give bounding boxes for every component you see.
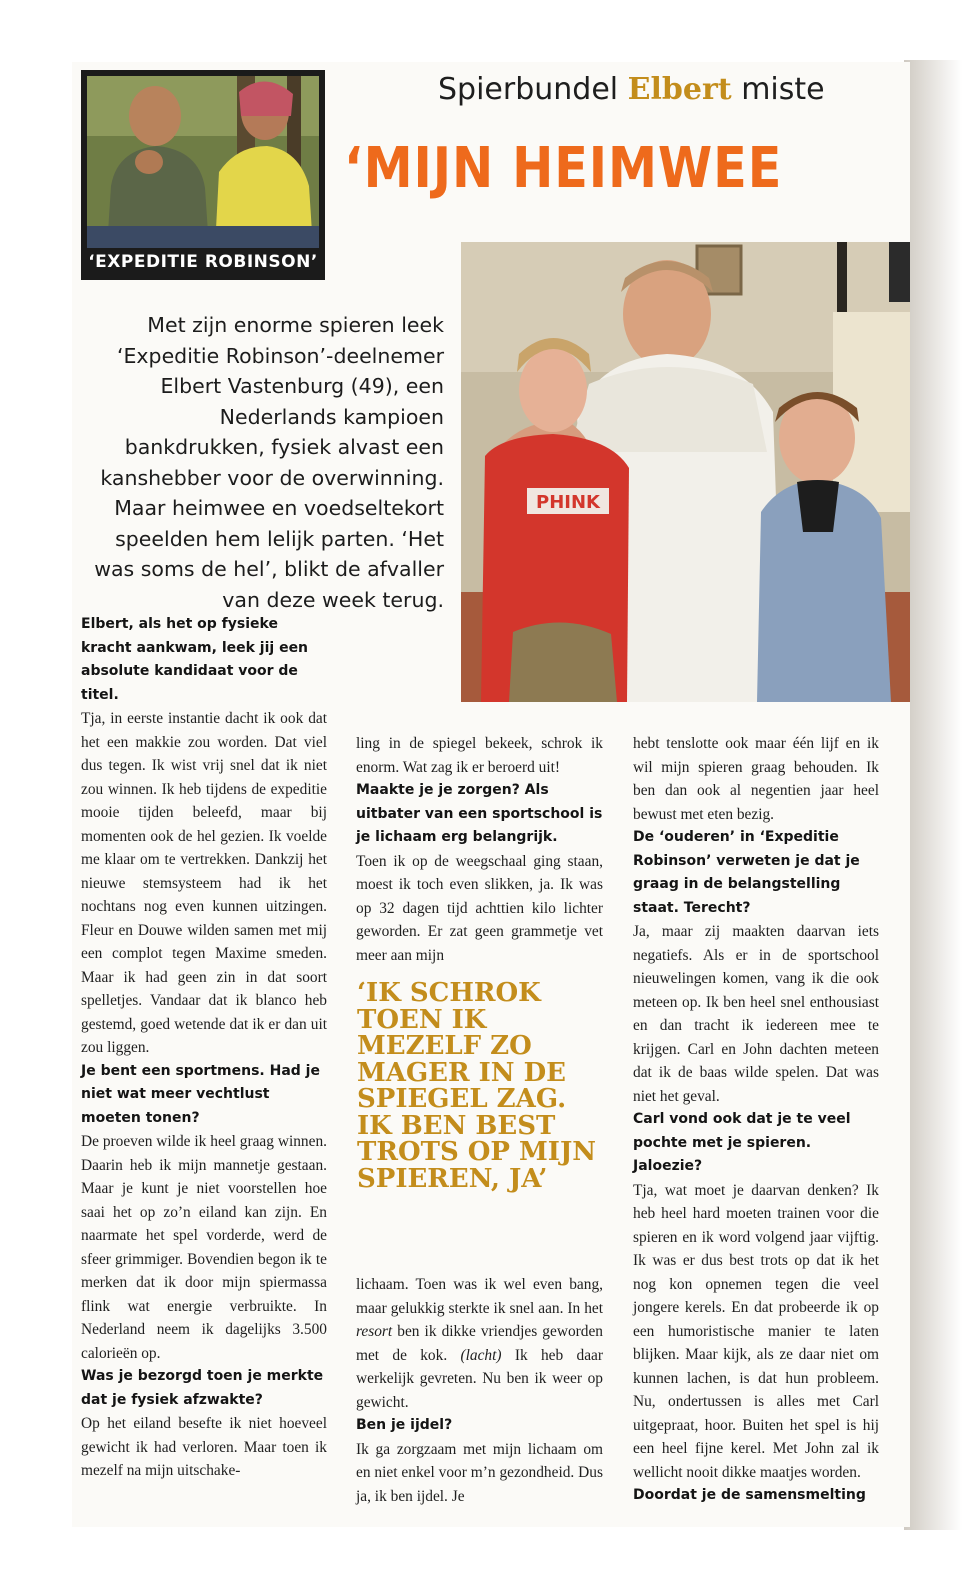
inset-photo-frame <box>81 70 325 280</box>
answer <box>356 1273 603 1414</box>
page-edge-shadow <box>904 60 962 1530</box>
answer: Tja, in eerste instantie dacht ik ook dat het een makkie zou worden. Dat viel dus tegen. Ik wist vrij snel dat ik niet zou winnen. Ik heb tijdens de expeditie mooie tijden beleefd, maar bij momenten ook de hel gezien. Ik voelde me klaar om te vertrekken. Dankzij het nieuwe stemsysteem had ik het nochtans nog even kunnen uitzingen. Fleur en Douwe wilden samen met mij een complot tegen Maxime smeden. Maar ik had geen zin in dat soort spelletjes. Vandaar dat ik blanco heb gestemd, goed wetende dat ik er dan uit zou liggen. <box>81 710 327 1056</box>
question: Doordat je de samensmelting <box>633 1487 866 1503</box>
answer-text: lichaam. Toen was ik wel even bang, maar gelukkig sterkte ik snel aan. In het <box>356 1276 603 1317</box>
headline-kicker <box>438 72 825 107</box>
kicker-text-pre: Spierbundel <box>438 72 628 107</box>
question: De ‘ouderen’ in ‘Expeditie Robinson’ verweten je dat je graag in de belangstelling staat. Terecht? <box>633 829 860 916</box>
inset-photo-illustration <box>87 76 319 248</box>
answer-emphasis: (lacht) <box>460 1346 502 1364</box>
main-photo-illustration <box>461 242 910 702</box>
article-column-3 <box>633 732 879 1508</box>
inset-caption: ‘EXPEDITIE ROBINSON’ <box>88 252 318 272</box>
kicker-name: Elbert <box>627 72 732 107</box>
question: Elbert, als het op fysieke kracht aankwam, leek jij een absolute kandidaat voor de titel. <box>81 616 309 703</box>
article-column-2-bottom <box>356 1273 603 1508</box>
article-column-2-top <box>356 732 603 967</box>
main-headline: ‘MIJN HEIMWEE <box>344 136 783 201</box>
question: Ben je ijdel? <box>356 1417 453 1433</box>
answer: Ik ga zorgzaam met mijn lichaam om en niet enkel voor m’n gezondheid. Dus ja, ik ben ijdel. Je <box>356 1440 603 1505</box>
intro-paragraph: Met zijn enorme spieren leek ‘Expeditie Robinson’-deelnemer Elbert Vastenburg (49), een Nederlands kampioen bankdrukken, fysiek alvast een kanshebber voor de overwinning. Maar heimwee en voedseltekort speelden hem lelijk parten. ‘Het was soms de hel’, blikt de afvaller van deze week terug. <box>94 313 444 612</box>
answer: Ja, maar zij maakten daarvan iets negatiefs. Als er in de sportschool nieuwelingen komen, vang ik die ook meteen op. Ik ben heel snel enthousiast en dan tracht ik iedereen mee te krijgen. Carl en John dachten meteen dat ik de baas wilde spelen. Dat was niet het geval. <box>633 923 879 1105</box>
magazine-page <box>72 62 910 1527</box>
answer: De proeven wilde ik heel graag winnen. Daarin heb ik mijn mannetje gestaan. Maar je kunt je niet voorstellen hoe saai het op zo’n eiland kan zijn. En naarmate het spel vorderde, werd de sfeer grimmiger. Bovendien begon ik te merken dat ik door mijn spiermassa flink wat energie verbruikte. In Nederland neem ik dagelijks 3.500 calorieën op. <box>81 1133 327 1362</box>
pull-quote: ‘IK SCHROK TOEN IK MEZELF ZO MAGER IN DE SPIEGEL ZAG. IK BEN BEST TROTS OP MIJN SPIEREN, JA’ <box>357 978 597 1194</box>
shirt-logo: PHINK <box>536 492 600 513</box>
question: Carl vond ook dat je te veel pochte met je spieren. Jaloezie? <box>633 1111 851 1174</box>
question: Je bent een sportmens. Had je niet wat meer vechtlust moeten tonen? <box>81 1062 320 1126</box>
article-column-1 <box>81 613 327 1483</box>
answer-emphasis: resort <box>356 1323 393 1340</box>
answer: hebt tenslotte ook maar één lijf en ik wil mijn spieren graag behouden. Ik ben dan ook al negentien jaar heel bewust met eten bezig. <box>633 735 879 823</box>
answer: ling in de spiegel bekeek, schrok ik enorm. Wat zag ik er beroerd uit! <box>356 735 603 776</box>
answer-text: ben ik dikke vriendjes geworden met de kok. <box>356 1323 603 1364</box>
answer: Toen ik op de weegschaal ging staan, moest ik toch even slikken, ja. Ik was op 32 dagen tijd achttien kilo lichter geworden. Er zat geen grammetje vet meer aan mijn <box>356 852 603 964</box>
inset-photo <box>87 76 319 248</box>
question: Maakte je je zorgen? Als uitbater van een sportschool is je lichaam erg belangrijk. <box>356 782 603 845</box>
answer: Op het eiland besefte ik niet hoeveel gewicht ik had verloren. Maar toen ik mezelf na mijn uitschake- <box>81 1415 327 1479</box>
main-photo <box>461 242 910 702</box>
answer-text: Ik heb daar werkelijk gevreten. Nu ben ik weer op gewicht. <box>356 1346 603 1411</box>
question: Was je bezorgd toen je merkte dat je fysiek afzwakte? <box>81 1368 324 1408</box>
kicker-text-post: miste <box>731 72 825 107</box>
answer: Tja, wat moet je daarvan denken? Ik heb heel hard moeten trainen voor die spieren en ik word volgend jaar vijftig. Ik was er dus best trots op dat ik het nog kon opnemen tegen die veel jongere kerels. En dat probeerde ik op een humoristische manier te laten blijken. Maar kijk, als ze daar niet om kunnen lachen, is dat hun probleem. Nu, ondertussen is alles met Carl uitgepraat, hoor. Buiten het spel is hij een heel fijne kerel. Met John zal ik wellicht nooit dikke maatjes worden. <box>633 1181 879 1481</box>
